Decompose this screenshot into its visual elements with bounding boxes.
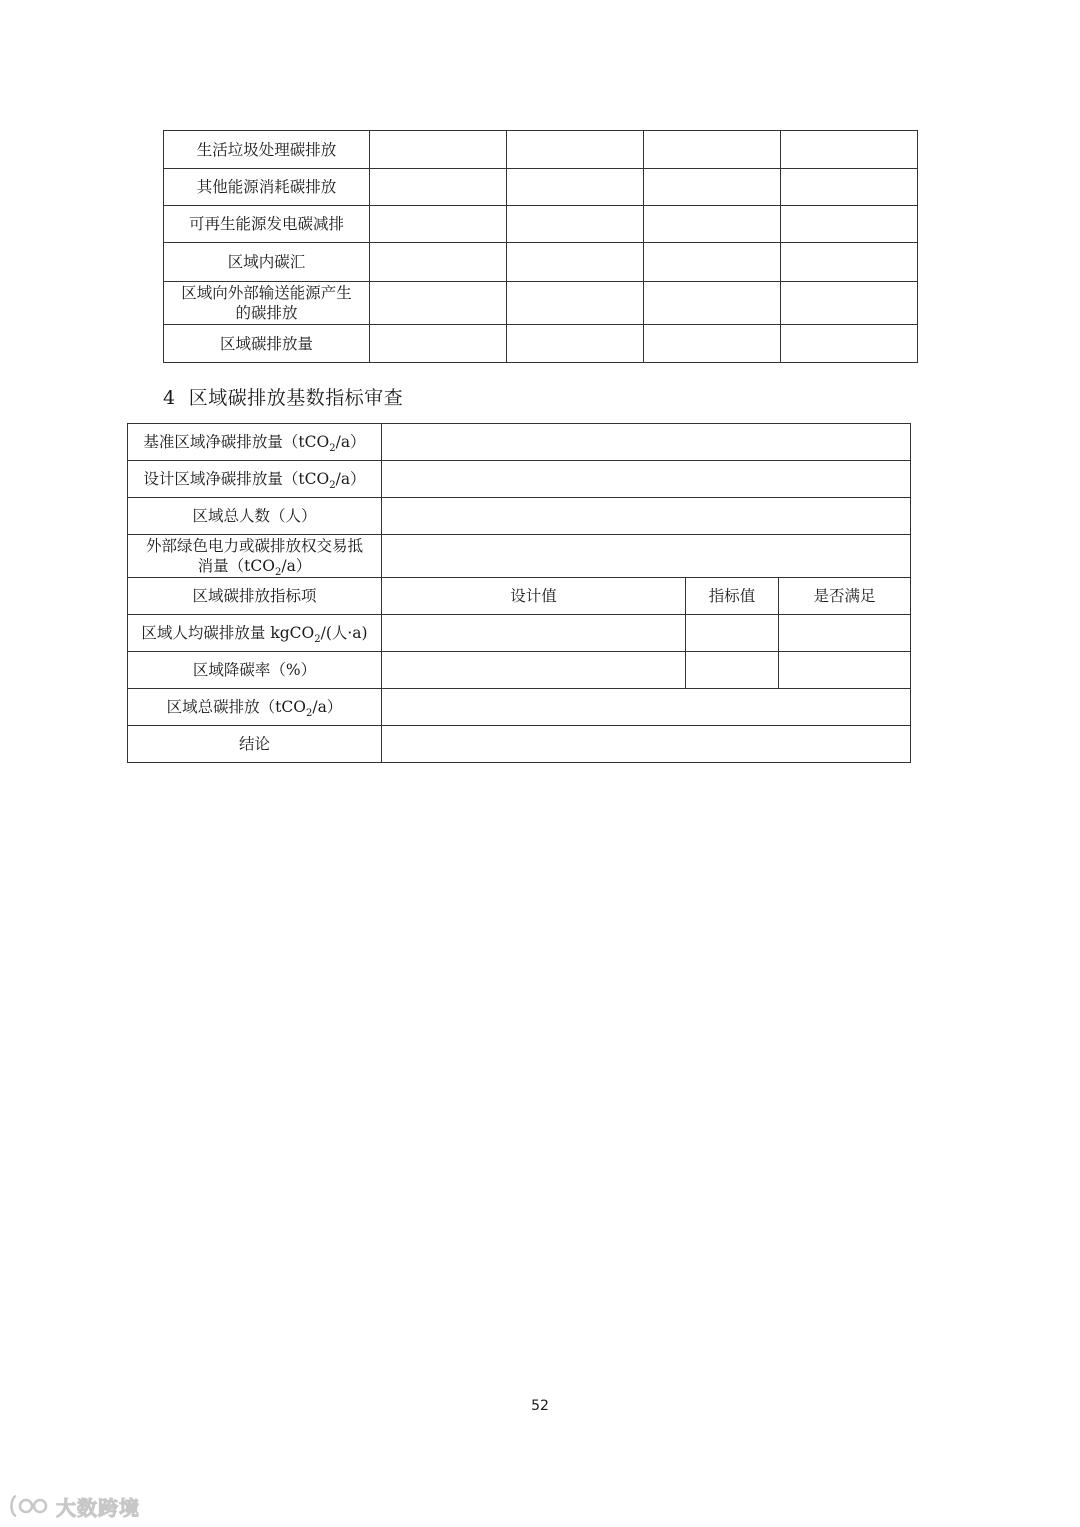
value-cell [781,169,918,206]
header-design-value: 设计值 [382,578,686,615]
value-cell [781,325,918,363]
row-label-export-energy: 区域向外部输送能源产生的碳排放 [164,282,370,325]
total-emission-value [382,689,911,726]
review-table [127,423,911,763]
watermark-text: 大数跨境 [56,1495,140,1520]
header-index-value: 指标值 [686,578,779,615]
table-row [128,535,911,578]
row-label-carbon-sink: 区域内碳汇 [164,243,370,282]
row-label-renewable: 可再生能源发电碳减排 [164,206,370,243]
value-cell [644,282,781,325]
value-cell [686,652,779,689]
reduction-rate-label: 区域降碳率（%） [128,652,382,689]
value-cell [370,131,507,169]
value-cell [507,325,644,363]
value-cell [644,169,781,206]
value-cell [781,243,918,282]
value-cell [779,615,911,652]
header-satisfied: 是否满足 [779,578,911,615]
table-row [128,424,911,461]
value-cell [382,652,686,689]
section-heading [163,385,403,411]
table-row [164,169,918,206]
green-offset-value [382,535,911,578]
value-cell [644,131,781,169]
per-capita-label: 区域人均碳排放量 kgCO$_2$/(人·a) [128,615,382,652]
table-row [128,726,911,763]
section-title: 区域碳排放基数指标审查 [188,387,404,409]
value-cell [370,282,507,325]
value-cell [644,325,781,363]
table-row [128,615,911,652]
value-cell [382,615,686,652]
value-cell [507,169,644,206]
row-label-waste: 生活垃圾处理碳排放 [164,131,370,169]
value-cell [644,206,781,243]
value-cell [781,206,918,243]
table-row [128,689,911,726]
table-header-row [128,578,911,615]
section-number: 4 [163,387,176,409]
row-label-other-energy: 其他能源消耗碳排放 [164,169,370,206]
population-value [382,498,911,535]
table-row [164,325,918,363]
value-cell [781,282,918,325]
table-row [164,243,918,282]
row-label-total: 区域碳排放量 [164,325,370,363]
green-offset-label: 外部绿色电力或碳排放权交易抵消量（tCO$_2$/a） [128,535,382,578]
header-item: 区域碳排放指标项 [128,578,382,615]
table-row [164,282,918,325]
conclusion-value [382,726,911,763]
watermark [8,1490,140,1522]
design-net-value [382,461,911,498]
value-cell [370,169,507,206]
value-cell [779,652,911,689]
value-cell [644,243,781,282]
value-cell [370,325,507,363]
table-row [164,131,918,169]
page-number: 52 [531,1398,549,1414]
population-label: 区域总人数（人） [128,498,382,535]
value-cell [507,282,644,325]
total-emission-label: 区域总碳排放（tCO$_2$/a） [128,689,382,726]
table-row [128,498,911,535]
table-row [128,461,911,498]
emission-table [163,130,918,363]
value-cell [507,243,644,282]
value-cell [370,243,507,282]
conclusion-label: 结论 [128,726,382,763]
table-row [128,652,911,689]
value-cell [781,131,918,169]
value-cell [507,131,644,169]
watermark-logo-icon [8,1492,52,1520]
baseline-net-label: 基准区域净碳排放量（tCO$_2$/a） [128,424,382,461]
design-net-label: 设计区域净碳排放量（tCO$_2$/a） [128,461,382,498]
table-row [164,206,918,243]
value-cell [507,206,644,243]
baseline-net-value [382,424,911,461]
value-cell [370,206,507,243]
value-cell [686,615,779,652]
